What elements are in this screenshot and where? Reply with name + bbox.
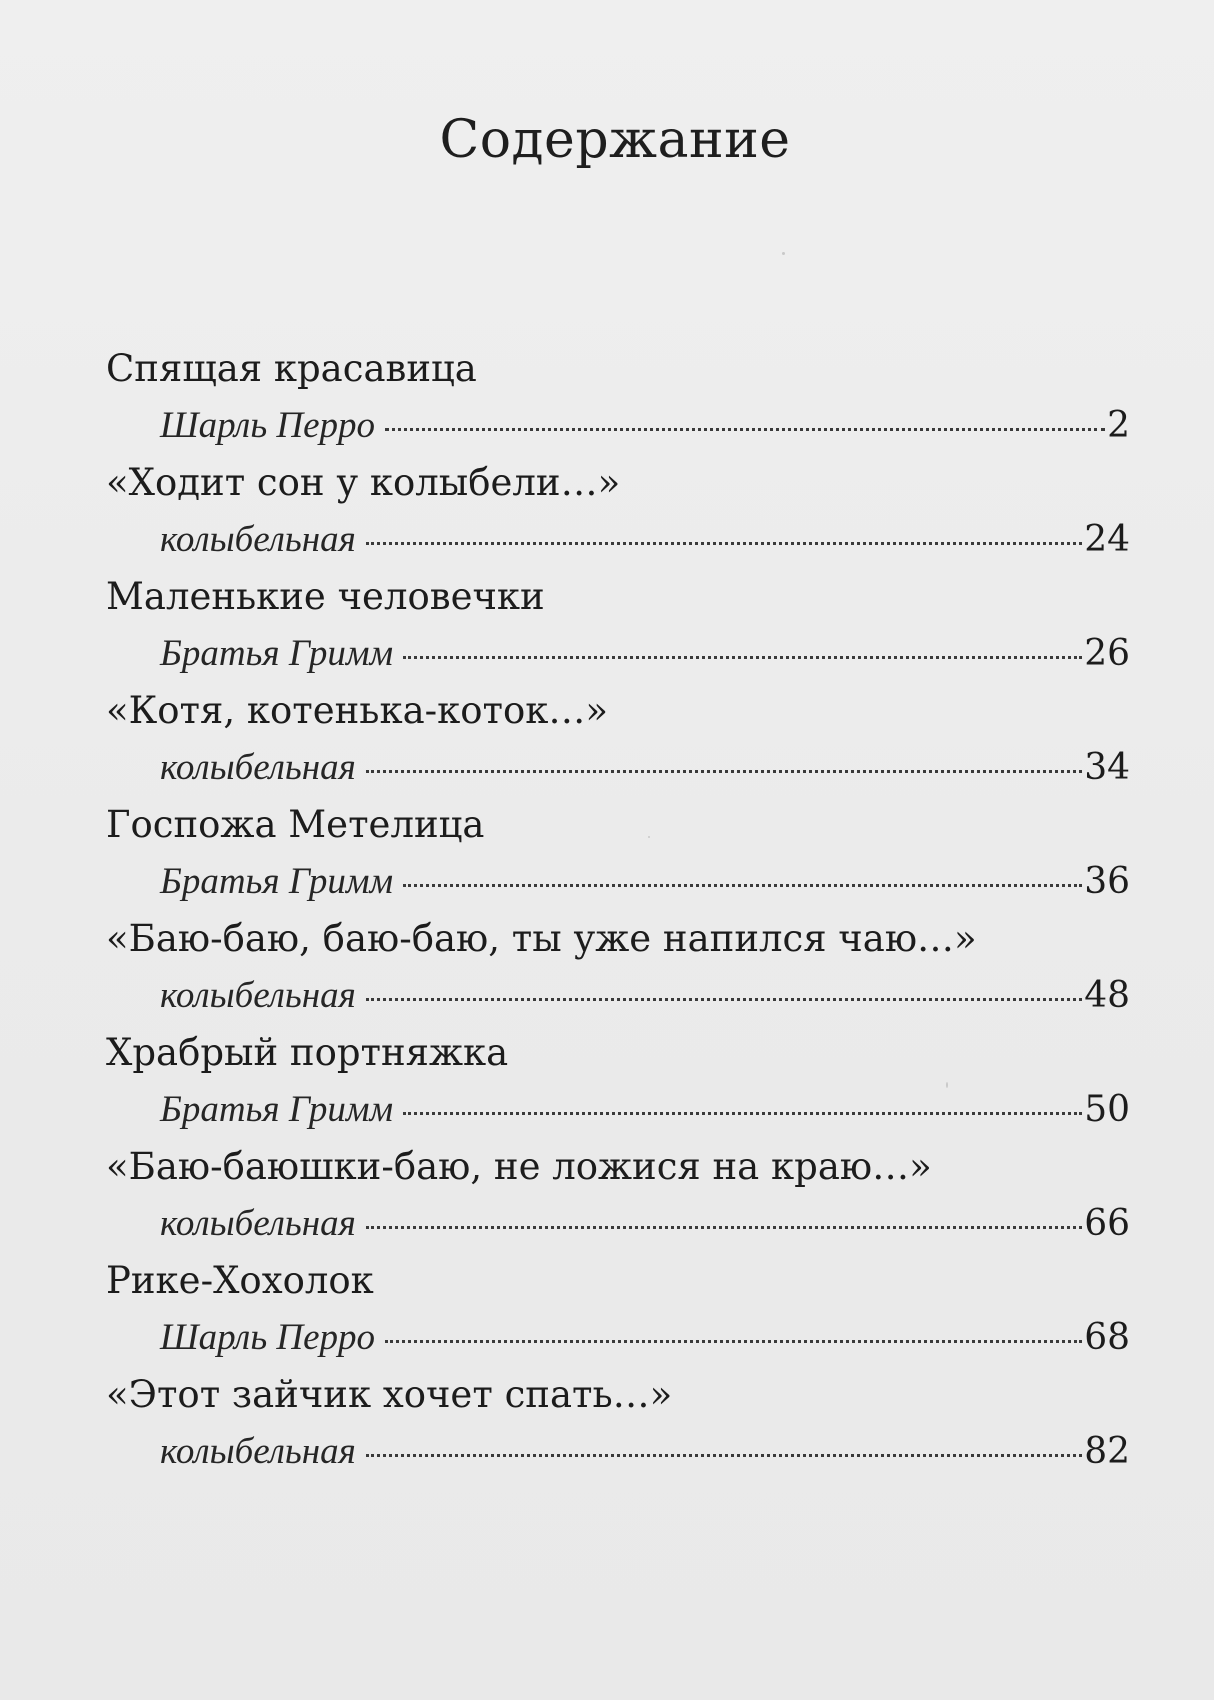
entry-line: [106, 1423, 1130, 1480]
entry-line: [106, 739, 1130, 796]
toc-entry: [106, 682, 1130, 796]
toc-entry: [106, 454, 1130, 568]
dot-leader: [366, 770, 1082, 773]
entry-title: «Ходит сон у колыбели…»: [106, 461, 621, 504]
entry-author: Шарль Перро: [160, 405, 376, 446]
page-number: 82: [1084, 1431, 1130, 1472]
entry-author: Братья Гримм: [160, 1089, 394, 1130]
entry-line: [106, 967, 1130, 1024]
entry-title: «Баю-баю, баю-баю, ты уже напился чаю…»: [106, 917, 977, 960]
dot-leader: [366, 998, 1082, 1001]
page-number: 66: [1084, 1203, 1130, 1244]
entry-line: [106, 1081, 1130, 1138]
page-number: 68: [1084, 1317, 1130, 1358]
toc-entry: [106, 568, 1130, 682]
toc-entry: [106, 1366, 1130, 1480]
page-number: 48: [1084, 975, 1130, 1016]
toc-entry: [106, 340, 1130, 454]
page-number: 50: [1084, 1089, 1130, 1130]
page-number: 26: [1084, 633, 1130, 674]
page-title: Содержание: [439, 110, 791, 170]
dot-leader: [366, 1454, 1082, 1457]
toc-entry: [106, 1024, 1130, 1138]
dot-leader: [403, 884, 1082, 887]
dot-leader: [366, 542, 1082, 545]
toc-entry: [106, 1252, 1130, 1366]
entry-author: колыбельная: [160, 519, 356, 560]
entry-title: «Котя, котенька-коток…»: [106, 689, 609, 732]
paper-speck: [782, 252, 785, 255]
entry-author: колыбельная: [160, 1203, 356, 1244]
page-number: 24: [1084, 519, 1130, 560]
entry-line: [106, 1309, 1130, 1366]
dot-leader: [403, 1112, 1082, 1115]
page-number: 2: [1107, 405, 1130, 446]
entry-title: Маленькие человечки: [106, 575, 545, 618]
entry-line: [106, 625, 1130, 682]
entry-line: [106, 511, 1130, 568]
paper-speck: [946, 1082, 948, 1088]
toc-entry: [106, 1138, 1130, 1252]
entry-title: Госпожа Метелица: [106, 803, 485, 846]
entry-title: «Этот зайчик хочет спать…»: [106, 1373, 673, 1416]
entry-author: Братья Гримм: [160, 633, 394, 674]
page-number: 34: [1084, 747, 1130, 788]
entry-title: «Баю-баюшки-баю, не ложися на краю…»: [106, 1145, 932, 1188]
entry-author: колыбельная: [160, 1431, 356, 1472]
entry-title: Спящая красавица: [106, 347, 477, 390]
page-number: 36: [1084, 861, 1130, 902]
table-of-contents: [106, 340, 1130, 1480]
dot-leader: [385, 428, 1105, 431]
dot-leader: [385, 1340, 1082, 1343]
entry-author: колыбельная: [160, 975, 356, 1016]
toc-entry: [106, 796, 1130, 910]
entry-title: Храбрый портняжка: [106, 1031, 509, 1074]
entry-line: [106, 397, 1130, 454]
entry-line: [106, 853, 1130, 910]
entry-author: колыбельная: [160, 747, 356, 788]
dot-leader: [403, 656, 1082, 659]
entry-title: Рике-Хохолок: [106, 1259, 374, 1302]
entry-author: Братья Гримм: [160, 861, 394, 902]
paper-speck: [648, 836, 650, 838]
entry-line: [106, 1195, 1130, 1252]
toc-entry: [106, 910, 1130, 1024]
entry-author: Шарль Перро: [160, 1317, 376, 1358]
dot-leader: [366, 1226, 1082, 1229]
